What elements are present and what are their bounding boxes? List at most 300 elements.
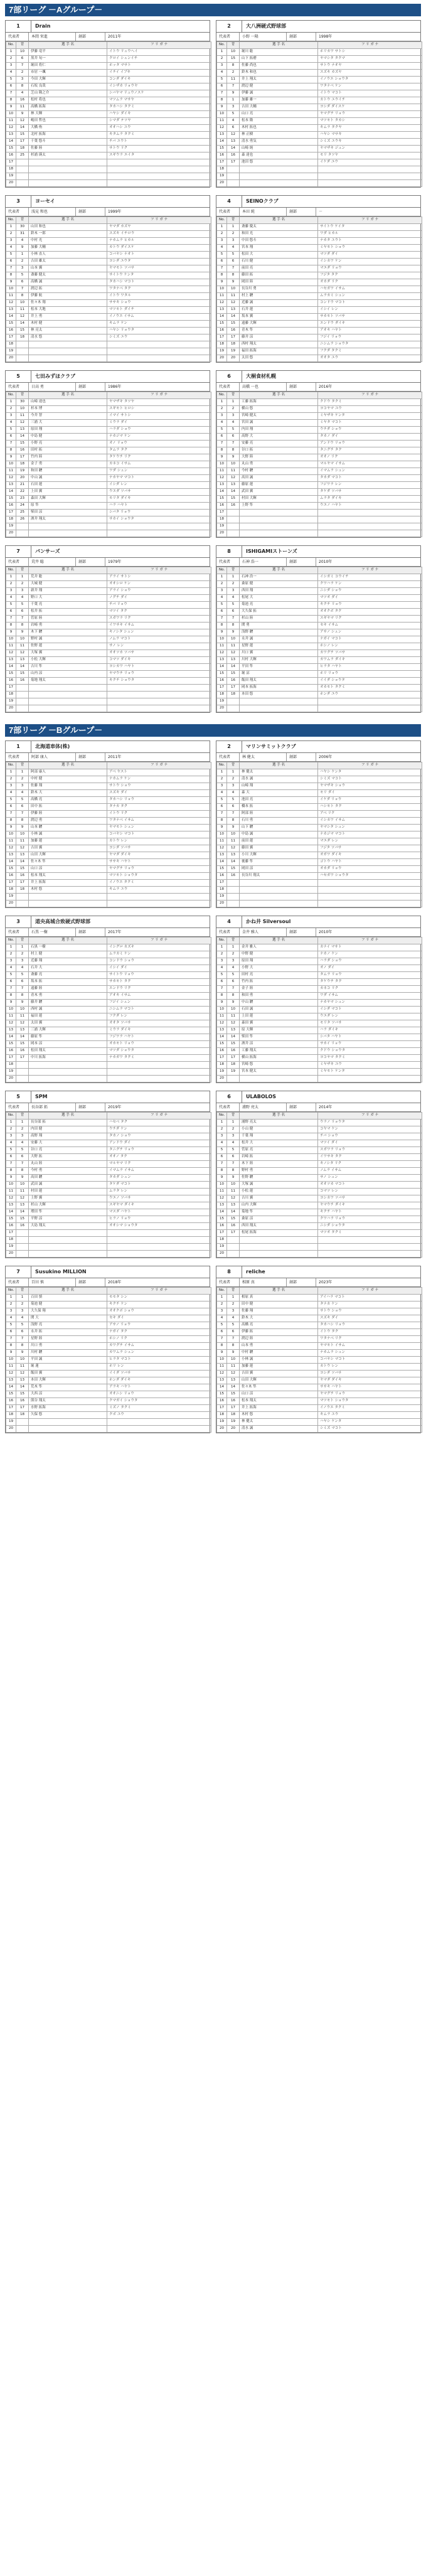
uniform-number: 1: [16, 252, 29, 259]
player-furigana: ナカムラ シュン: [318, 1350, 422, 1357]
player-name: 大久保 翔: [29, 1308, 107, 1315]
roster-row: [217, 139, 422, 146]
player-furigana: マエダ リョウ: [318, 265, 422, 272]
player-name: 山内 大輝: [240, 1202, 318, 1209]
roster-row: [6, 70, 211, 77]
roster-row: [6, 1216, 211, 1223]
roster-row: [217, 818, 422, 825]
row-number: 13: [6, 852, 16, 859]
uniform-number: 1: [227, 1295, 240, 1301]
uniform-number: 2: [16, 776, 29, 783]
player-name: 芝山 隆之介: [29, 90, 107, 97]
uniform-number: 9: [16, 1350, 29, 1357]
row-number: 8: [6, 447, 16, 454]
player-name: 金井 雅人: [240, 944, 318, 951]
player-furigana: ヨシダ ツバサ: [107, 845, 211, 852]
row-number: 15: [217, 496, 227, 503]
uniform-number: 26: [16, 516, 29, 523]
player-furigana: ハラダ ショウ: [107, 427, 211, 434]
roster-row: [217, 1168, 422, 1175]
team-title-row: [216, 741, 420, 753]
row-number: 11: [6, 1189, 16, 1195]
roster-row: [217, 986, 422, 993]
player-name: 小野 亮: [29, 441, 107, 447]
row-number: 15: [217, 671, 227, 678]
player-furigana: オオクボ タク: [318, 609, 422, 616]
team-card: [5, 20, 210, 188]
row-number: 16: [6, 1223, 16, 1230]
team-title-row: [6, 546, 210, 558]
roster-row: [6, 523, 211, 530]
player-furigana: アライ サトシ: [107, 574, 211, 581]
player-furigana: サノ シュン: [318, 1175, 422, 1182]
roster-row: [6, 894, 211, 901]
row-number: 7: [217, 811, 227, 818]
roster-row: [6, 1041, 211, 1048]
row-number: 12: [6, 475, 16, 482]
roster-row: [6, 678, 211, 685]
uniform-number: 12: [227, 132, 240, 139]
uniform-number: 4: [16, 965, 29, 972]
row-number: 3: [217, 413, 227, 420]
team-title-row: [6, 1091, 210, 1103]
uniform-number: 14: [16, 664, 29, 671]
player-name: 丸山 陸: [29, 1161, 107, 1168]
roster-row: [217, 1412, 422, 1419]
roster-row: [217, 1055, 422, 1062]
player-name: 山田 和也: [29, 224, 107, 231]
uniform-number: [16, 530, 29, 537]
roster-row: [6, 1364, 211, 1371]
row-number: 8: [6, 818, 16, 825]
row-number: 19: [6, 894, 16, 901]
roster-row: [217, 1398, 422, 1405]
player-furigana: ニシムラ ショウタ: [318, 341, 422, 348]
player-furigana: ハヤシ リョウタ: [107, 328, 211, 334]
founded-label: 創部: [287, 383, 316, 391]
rep-name: 石黒 一樹: [29, 928, 76, 936]
row-number: 9: [6, 1000, 16, 1007]
team-card: [216, 20, 421, 188]
player-furigana: ミヤザキ ユウ: [318, 1062, 422, 1069]
player-furigana: ナカガワ タクミ: [107, 1055, 211, 1062]
roster-table: [6, 392, 211, 537]
roster-row: [6, 293, 211, 300]
player-furigana: [107, 1069, 211, 1076]
player-furigana: ヤマウチ ダイキ: [318, 1202, 422, 1209]
roster-row: [217, 1195, 422, 1202]
player-name: 井上 翔太: [240, 77, 318, 83]
team-number: 4: [216, 916, 242, 927]
player-name: 前田 蓮: [240, 838, 318, 845]
team-name: マリンサミットクラブ: [246, 744, 296, 749]
uniform-number: 5: [16, 272, 29, 279]
player-furigana: オオツカ マコト: [318, 1182, 422, 1189]
player-name: 松田 大: [240, 252, 318, 259]
uniform-number: 10: [16, 1182, 29, 1189]
player-name: 井上 拓海: [240, 1405, 318, 1412]
roster-row: [217, 1251, 422, 1258]
row-number: 6: [217, 259, 227, 265]
row-number: 19: [217, 348, 227, 355]
player-name: 工藤 翔太: [240, 1048, 318, 1055]
uniform-number: [227, 166, 240, 173]
roster-row: [6, 685, 211, 692]
player-name: 谷口 拓: [240, 447, 318, 454]
roster-row: [6, 1161, 211, 1168]
roster-row: [217, 259, 422, 265]
player-furigana: クドウ ショウタ: [318, 1048, 422, 1055]
roster-row: [6, 769, 211, 776]
player-furigana: イイダ ツバサ: [107, 1371, 211, 1377]
header-no: No.: [217, 567, 227, 574]
row-number: 8: [217, 1343, 227, 1350]
player-furigana: フジタ タク: [318, 272, 422, 279]
player-furigana: ホシノ レン: [318, 643, 422, 650]
uniform-number: 8: [16, 623, 29, 629]
uniform-number: 10: [227, 1357, 240, 1364]
player-furigana: シバヤマ リュウノスケ: [107, 90, 211, 97]
team-name: パンサーズ: [35, 548, 60, 554]
team-title-row: [216, 21, 420, 33]
player-name: 吉川 翼: [240, 1195, 318, 1202]
uniform-number: 14: [16, 1034, 29, 1041]
row-number: 3: [217, 958, 227, 965]
roster-row: [217, 279, 422, 286]
row-number: 2: [217, 951, 227, 958]
player-name: 和田 駿: [29, 468, 107, 475]
player-furigana: シバタ ハヤト: [318, 1034, 422, 1041]
uniform-number: 9: [16, 245, 29, 252]
player-name: 山口 亮: [240, 111, 318, 118]
team-number: 1: [6, 21, 31, 32]
row-number: 13: [217, 657, 227, 664]
roster-row: [217, 321, 422, 328]
uniform-number: 2: [227, 406, 240, 413]
roster-row: [6, 265, 211, 272]
header-uniform-number: 背: [227, 42, 240, 49]
roster-table: [216, 41, 422, 187]
roster-header-row: [217, 217, 422, 224]
row-number: 18: [6, 1412, 16, 1419]
row-number: 3: [6, 63, 16, 70]
row-number: 17: [6, 685, 16, 692]
uniform-number: 15: [16, 441, 29, 447]
player-furigana: サカイ ショウタ: [107, 516, 211, 523]
player-name: 村上 駿: [240, 293, 318, 300]
player-furigana: キクチ ケン: [107, 1301, 211, 1308]
player-name: 吉田 翼: [240, 1371, 318, 1377]
rep-name: 長谷部 拓: [29, 1103, 76, 1111]
uniform-number: 18: [16, 461, 29, 468]
player-name: 星野 陸: [29, 1336, 107, 1343]
player-furigana: スガワラ リョウ: [318, 1147, 422, 1154]
header-no: No.: [6, 42, 16, 49]
player-furigana: ハラダ ショウ: [318, 958, 422, 965]
player-furigana: ハセガワ イサム: [318, 286, 422, 293]
founded-year: －: [319, 209, 323, 214]
team-card: [216, 1266, 421, 1433]
row-number: 16: [6, 873, 16, 880]
player-furigana: キノシタ シュン: [107, 629, 211, 636]
player-furigana: サトウ ナオヤ: [318, 63, 422, 70]
uniform-number: 2: [227, 776, 240, 783]
player-name: 林 正樹: [240, 132, 318, 139]
uniform-number: 17: [227, 1055, 240, 1062]
roster-row: [6, 705, 211, 712]
uniform-number: 1: [227, 97, 240, 104]
uniform-number: 6: [16, 279, 29, 286]
header-no: No.: [217, 42, 227, 49]
row-number: 8: [6, 1343, 16, 1350]
row-number: 11: [217, 118, 227, 125]
player-furigana: イワサキ タク: [318, 1154, 422, 1161]
player-name: 今村 駿: [240, 468, 318, 475]
roster-row: [217, 1209, 422, 1216]
player-furigana: ムラタ ダイキ: [318, 496, 422, 503]
header-player-name: 選 手 名: [29, 762, 107, 769]
row-number: 7: [217, 986, 227, 993]
row-number: 4: [217, 245, 227, 252]
row-number: 9: [217, 454, 227, 461]
row-number: 5: [6, 1322, 16, 1329]
uniform-number: 7: [227, 441, 240, 447]
uniform-number: 3: [227, 413, 240, 420]
player-furigana: オオタ ユウ: [318, 355, 422, 362]
uniform-number: 18: [227, 692, 240, 698]
roster-table: [216, 1112, 422, 1258]
rep-name: 百田 慎: [29, 1278, 76, 1286]
player-name: 柴田 隼: [240, 1034, 318, 1041]
roster-table: [6, 567, 211, 712]
team-number: 2: [216, 741, 242, 752]
roster-row: [217, 245, 422, 252]
player-furigana: [318, 901, 422, 907]
roster-row: [6, 790, 211, 797]
player-name: 斎藤 亮: [29, 972, 107, 979]
row-number: 16: [217, 503, 227, 510]
founded-label: 創部: [287, 1278, 316, 1286]
founded-year: 1999年: [108, 209, 122, 214]
uniform-number: 11: [227, 468, 240, 475]
player-furigana: [318, 166, 422, 173]
player-name: 宮崎 健太: [240, 413, 318, 420]
row-number: 19: [217, 698, 227, 705]
header-no: No.: [217, 1113, 227, 1120]
uniform-number: 14: [16, 1384, 29, 1391]
uniform-number: 13: [227, 1202, 240, 1209]
player-furigana: イチイ イブキ: [107, 70, 211, 77]
roster-row: [6, 1237, 211, 1244]
player-furigana: サイトウ リョウ: [107, 972, 211, 979]
player-furigana: ナカタ ユウト: [318, 238, 422, 245]
row-number: 10: [6, 1182, 16, 1189]
uniform-number: 4: [227, 420, 240, 427]
player-furigana: ムラタ レン: [107, 1189, 211, 1195]
roster-row: [217, 1020, 422, 1027]
roster-row: [217, 314, 422, 321]
rep-name: 浅見 和也: [29, 208, 76, 216]
team-name: Susukino MILLION: [35, 1269, 87, 1275]
row-number: 15: [6, 146, 16, 152]
roster-row: [6, 300, 211, 307]
player-name: 吉田 大輔: [240, 104, 318, 111]
roster-row: [6, 132, 211, 139]
uniform-number: [227, 698, 240, 705]
uniform-number: 15: [16, 1041, 29, 1048]
uniform-number: 4: [227, 965, 240, 972]
team-number: 8: [216, 546, 242, 557]
player-furigana: アオキ ハヤト: [318, 328, 422, 334]
roster-row: [6, 461, 211, 468]
player-name: 橋本 拓: [240, 804, 318, 811]
header-player-name: 選 手 名: [240, 1113, 318, 1120]
uniform-number: 9: [227, 1000, 240, 1007]
uniform-number: 16: [227, 678, 240, 685]
row-number: 18: [217, 1062, 227, 1069]
row-number: 1: [6, 1295, 16, 1301]
roster-row: [217, 1426, 422, 1433]
row-number: 14: [217, 1034, 227, 1041]
player-name: 杉本 博: [29, 406, 107, 413]
roster-row: [217, 1140, 422, 1147]
rep-label: 代表者: [216, 558, 240, 566]
founded-label: 創部: [76, 928, 105, 936]
roster-row: [217, 1161, 422, 1168]
uniform-number: 14: [16, 321, 29, 328]
player-furigana: オオノ リク: [318, 454, 422, 461]
player-name: 平野 涼: [29, 1216, 107, 1223]
uniform-number: [227, 880, 240, 887]
player-furigana: チバ リョウ: [107, 602, 211, 609]
row-number: 9: [6, 825, 16, 831]
row-number: 7: [6, 616, 16, 623]
row-number: 5: [6, 602, 16, 609]
row-number: 17: [6, 334, 16, 341]
row-number: 11: [6, 838, 16, 845]
roster-row: [217, 951, 422, 958]
header-uniform-number: 背: [227, 1113, 240, 1120]
founded-label: 創部: [287, 558, 316, 566]
rep-name: 荒井 聡: [29, 558, 76, 566]
row-number: 16: [217, 1223, 227, 1230]
player-furigana: [107, 705, 211, 712]
player-furigana: [318, 530, 422, 537]
roster-row: [6, 1209, 211, 1216]
founded-label: 創部: [76, 33, 105, 41]
roster-row: [6, 413, 211, 420]
uniform-number: 10: [16, 406, 29, 413]
player-name: [29, 1244, 107, 1251]
player-furigana: ウチダ ケン: [107, 1126, 211, 1133]
roster-row: [217, 104, 422, 111]
player-furigana: マルヤマ リク: [107, 1161, 211, 1168]
player-name: 伊藤 誠: [240, 90, 318, 97]
uniform-number: 3: [16, 588, 29, 595]
uniform-number: [16, 1069, 29, 1076]
uniform-number: 3: [16, 1308, 29, 1315]
player-name: 渡辺 拓: [29, 286, 107, 293]
founded-label: 創部: [76, 558, 105, 566]
player-furigana: ノムラ イサム: [318, 1168, 422, 1175]
uniform-number: 7: [227, 1336, 240, 1343]
player-name: 石川 健: [240, 259, 318, 265]
roster-table: [216, 216, 422, 362]
roster-row: [6, 468, 211, 475]
player-furigana: ナカノ ケン: [318, 951, 422, 958]
roster-row: [6, 804, 211, 811]
player-name: 中川 拓海: [29, 1055, 107, 1062]
row-number: 3: [217, 238, 227, 245]
player-furigana: マツイ ダイ: [318, 1140, 422, 1147]
row-number: 1: [217, 1295, 227, 1301]
header-uniform-number: 背: [16, 567, 29, 574]
uniform-number: 9: [227, 279, 240, 286]
row-number: 3: [217, 588, 227, 595]
founded-year: 2018年: [108, 1280, 122, 1285]
rep-label: 代表者: [6, 208, 29, 216]
player-name: 関 大: [29, 1315, 107, 1322]
roster-row: [6, 1308, 211, 1315]
team-name: かね井 Silversoul: [246, 919, 291, 924]
player-name: 鈴木 大: [29, 790, 107, 797]
player-name: 桑原 涼: [240, 1216, 318, 1223]
row-number: 12: [6, 1371, 16, 1377]
team-card: [5, 740, 210, 908]
founded-label: 創部: [76, 753, 105, 761]
player-name: 野村 勇: [240, 1168, 318, 1175]
row-number: 12: [6, 300, 16, 307]
row-number: 15: [217, 1041, 227, 1048]
roster-row: [217, 692, 422, 698]
player-name: [240, 510, 318, 516]
player-name: 大塚 誠: [240, 1182, 318, 1189]
uniform-number: 7: [16, 811, 29, 818]
roster-row: [6, 454, 211, 461]
team-title-row: [216, 546, 420, 558]
team-name: 七田みずほクラブ: [35, 373, 75, 379]
uniform-number: 12: [16, 420, 29, 427]
roster-row: [217, 790, 422, 797]
roster-row: [217, 231, 422, 238]
uniform-number: 10: [16, 831, 29, 838]
row-number: 18: [217, 166, 227, 173]
player-name: 岡本 涼: [29, 1041, 107, 1048]
uniform-number: 9: [227, 1175, 240, 1182]
roster-row: [217, 238, 422, 245]
player-name: 小松 大輝: [29, 657, 107, 664]
player-furigana: [318, 880, 422, 887]
uniform-number: 3: [227, 1308, 240, 1315]
roster-row: [217, 769, 422, 776]
row-number: 19: [6, 1069, 16, 1076]
player-furigana: クワハラ ケン: [318, 581, 422, 588]
player-name: 遠藤 大輝: [240, 321, 318, 328]
roster-row: [217, 1244, 422, 1251]
player-furigana: マツオ タクミ: [318, 1230, 422, 1237]
player-name: 原 隼: [29, 503, 107, 510]
row-number: 6: [6, 979, 16, 986]
roster-row: [217, 1154, 422, 1161]
team-grid: [0, 20, 426, 720]
row-number: 17: [217, 1405, 227, 1412]
header-player-name: 選 手 名: [240, 938, 318, 944]
player-furigana: スズキ イチロウ: [107, 231, 211, 238]
row-number: 5: [217, 602, 227, 609]
row-number: 4: [6, 420, 16, 427]
roster-row: [6, 951, 211, 958]
header-uniform-number: 背: [16, 217, 29, 224]
